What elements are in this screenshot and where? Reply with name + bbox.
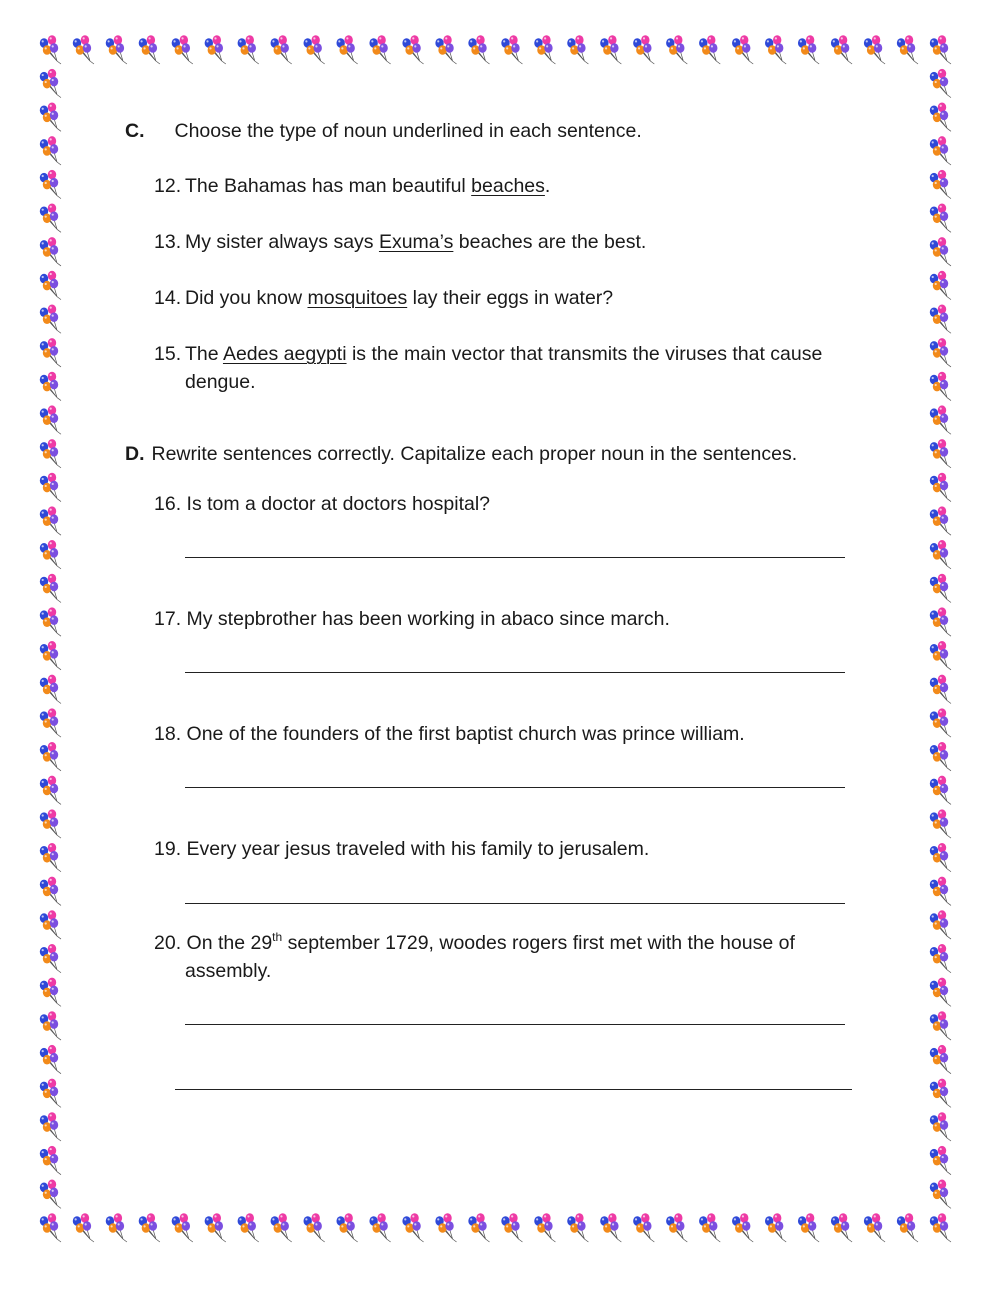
balloon-bunch-icon	[666, 1213, 687, 1242]
question-12	[154, 173, 550, 199]
section-c-label: C.	[125, 120, 145, 142]
question-16: 16. Is tom a doctor at doctors hospital?	[154, 493, 491, 515]
answer-line-17[interactable]	[185, 672, 845, 673]
balloon-bunch-icon	[435, 1213, 456, 1242]
question-19: 19. Every year jesus traveled with his family to jerusalem.	[154, 838, 650, 860]
balloon-bunch-icon	[40, 978, 61, 1007]
balloon-bunch-icon	[435, 35, 456, 64]
balloon-bunch-icon	[40, 271, 61, 300]
question-17: 17. My stepbrother has been working in abaco since march.	[154, 608, 670, 630]
question-text: My sister always says	[185, 231, 379, 253]
balloon-bunch-icon	[930, 809, 951, 838]
question-15-continuation: dengue.	[185, 371, 256, 393]
balloon-bunch-icon	[534, 1213, 555, 1242]
balloon-bunch-icon	[633, 1213, 654, 1242]
balloon-bunch-icon	[40, 203, 61, 232]
balloon-bunch-icon	[238, 1213, 259, 1242]
balloon-bunch-icon	[402, 35, 423, 64]
balloon-bunch-icon	[40, 809, 61, 838]
balloon-bunch-icon	[40, 1045, 61, 1074]
underlined-noun: beaches	[471, 175, 545, 197]
balloon-bunch-icon	[40, 776, 61, 805]
balloon-bunch-icon	[765, 1213, 786, 1242]
question-20-continuation: assembly.	[185, 960, 272, 982]
balloon-bunch-icon	[40, 1011, 61, 1040]
balloon-bunch-icon	[567, 35, 588, 64]
question-number: 14.	[154, 287, 182, 309]
balloon-bunch-icon	[765, 35, 786, 64]
balloon-bunch-icon	[369, 35, 390, 64]
balloon-bunch-icon	[930, 1112, 951, 1141]
balloon-bunch-icon	[40, 540, 61, 569]
balloon-bunch-icon	[172, 35, 193, 64]
balloon-bunch-icon	[402, 1213, 423, 1242]
balloon-bunch-icon	[831, 1213, 852, 1242]
balloon-bunch-icon	[40, 1146, 61, 1175]
section-d-header	[125, 441, 797, 467]
section-d-label: D.	[125, 443, 145, 465]
balloon-bunch-icon	[40, 473, 61, 502]
balloon-bunch-icon	[534, 35, 555, 64]
question-number: 12.	[154, 175, 182, 197]
balloon-bunch-icon	[40, 675, 61, 704]
balloon-bunch-icon	[40, 69, 61, 98]
balloon-bunch-icon	[930, 304, 951, 333]
balloon-bunch-icon	[930, 944, 951, 973]
balloon-bunch-icon	[732, 1213, 753, 1242]
balloon-bunch-icon	[40, 1180, 61, 1209]
balloon-bunch-icon	[271, 35, 292, 64]
balloon-bunch-icon	[172, 1213, 193, 1242]
question-text: The	[185, 343, 223, 365]
question-text: Did you know	[185, 287, 308, 309]
balloon-bunch-icon	[930, 203, 951, 232]
balloon-bunch-icon	[501, 35, 522, 64]
balloon-bunch-icon	[40, 910, 61, 939]
balloon-bunch-icon	[304, 35, 325, 64]
balloon-bunch-icon	[106, 35, 127, 64]
balloon-bunch-icon	[40, 1213, 61, 1242]
question-13	[154, 229, 646, 255]
balloon-bunch-icon	[40, 877, 61, 906]
balloon-bunch-icon	[40, 1079, 61, 1108]
balloon-bunch-icon	[567, 1213, 588, 1242]
balloon-bunch-icon	[139, 35, 160, 64]
balloon-bunch-icon	[73, 35, 94, 64]
answer-line-20b[interactable]	[175, 1089, 852, 1090]
balloon-bunch-icon	[40, 708, 61, 737]
balloon-bunch-icon	[930, 1011, 951, 1040]
answer-line-19[interactable]	[185, 903, 845, 904]
question-text: 20. On the 29	[154, 932, 273, 954]
balloon-bunch-icon	[930, 35, 951, 64]
question-20	[154, 930, 795, 956]
balloon-bunch-icon	[40, 506, 61, 535]
underlined-noun: Aedes aegypti	[222, 343, 347, 365]
balloon-bunch-icon	[40, 237, 61, 266]
balloon-bunch-icon	[205, 1213, 226, 1242]
balloon-bunch-icon	[304, 1213, 325, 1242]
balloon-bunch-icon	[930, 1213, 951, 1242]
balloon-bunch-icon	[798, 35, 819, 64]
section-c-instruction: Choose the type of noun underlined in each sentence.	[174, 120, 642, 142]
balloon-bunch-icon	[40, 1112, 61, 1141]
question-14	[154, 285, 613, 311]
question-number: 15.	[154, 343, 182, 365]
balloon-bunch-icon	[930, 843, 951, 872]
underlined-noun: Exuma’s	[378, 231, 454, 253]
balloon-bunch-icon	[40, 641, 61, 670]
balloon-bunch-icon	[930, 271, 951, 300]
balloon-bunch-icon	[501, 1213, 522, 1242]
balloon-bunch-icon	[930, 877, 951, 906]
balloon-bunch-icon	[40, 35, 61, 64]
balloon-bunch-icon	[930, 776, 951, 805]
balloon-bunch-icon	[930, 405, 951, 434]
balloon-bunch-icon	[930, 506, 951, 535]
answer-line-16[interactable]	[185, 557, 845, 558]
balloon-bunch-icon	[40, 944, 61, 973]
balloon-bunch-icon	[930, 103, 951, 132]
balloon-bunch-icon	[831, 35, 852, 64]
balloon-bunch-icon	[930, 338, 951, 367]
balloon-bunch-icon	[897, 35, 918, 64]
balloon-bunch-icon	[930, 641, 951, 670]
underlined-noun: mosquitoes	[307, 287, 408, 309]
balloon-bunch-icon	[930, 675, 951, 704]
balloon-bunch-icon	[930, 1146, 951, 1175]
balloon-bunch-icon	[40, 372, 61, 401]
balloon-bunch-icon	[40, 304, 61, 333]
balloon-bunch-icon	[798, 1213, 819, 1242]
balloon-bunch-icon	[139, 1213, 160, 1242]
balloon-bunch-icon	[864, 35, 885, 64]
ordinal-suffix: th	[272, 929, 283, 944]
answer-line-18[interactable]	[185, 787, 845, 788]
balloon-bunch-icon	[732, 35, 753, 64]
question-text: september 1729, woodes rogers first met with the house of	[282, 932, 795, 954]
balloon-bunch-icon	[468, 35, 489, 64]
balloon-bunch-icon	[930, 1180, 951, 1209]
balloon-bunch-icon	[336, 35, 357, 64]
balloon-bunch-icon	[40, 574, 61, 603]
question-15	[154, 341, 822, 367]
answer-line-20a[interactable]	[185, 1024, 845, 1025]
question-18: 18. One of the founders of the first baptist church was prince william.	[154, 723, 745, 745]
balloon-bunch-icon	[271, 1213, 292, 1242]
balloon-bunch-icon	[930, 574, 951, 603]
question-text: beaches are the best.	[453, 231, 647, 253]
balloon-bunch-icon	[205, 35, 226, 64]
balloon-bunch-icon	[930, 473, 951, 502]
balloon-bunch-icon	[40, 338, 61, 367]
balloon-bunch-icon	[930, 136, 951, 165]
balloon-bunch-icon	[40, 439, 61, 468]
balloon-bunch-icon	[40, 742, 61, 771]
question-text: lay their eggs in water?	[407, 287, 614, 309]
balloon-bunch-icon	[699, 35, 720, 64]
balloon-bunch-icon	[930, 69, 951, 98]
balloon-bunch-icon	[930, 170, 951, 199]
balloon-bunch-icon	[930, 1079, 951, 1108]
question-text: .	[544, 175, 551, 197]
question-number: 13.	[154, 231, 182, 253]
balloon-bunch-icon	[930, 708, 951, 737]
question-text: is the main vector that transmits the viruses that cause	[346, 343, 823, 365]
balloon-bunch-icon	[930, 237, 951, 266]
balloon-bunch-icon	[40, 103, 61, 132]
balloon-bunch-icon	[40, 843, 61, 872]
balloon-bunch-icon	[897, 1213, 918, 1242]
balloon-bunch-icon	[238, 35, 259, 64]
balloon-bunch-icon	[40, 170, 61, 199]
balloon-bunch-icon	[864, 1213, 885, 1242]
balloon-bunch-icon	[699, 1213, 720, 1242]
question-text: The Bahamas has man beautiful	[185, 175, 472, 197]
balloon-bunch-icon	[600, 35, 621, 64]
section-c-header	[125, 118, 642, 144]
balloon-bunch-icon	[40, 607, 61, 636]
balloon-bunch-icon	[930, 742, 951, 771]
balloon-bunch-icon	[930, 372, 951, 401]
balloon-bunch-icon	[930, 607, 951, 636]
balloon-bunch-icon	[930, 439, 951, 468]
balloon-bunch-icon	[106, 1213, 127, 1242]
balloon-bunch-icon	[633, 35, 654, 64]
section-d-instruction: Rewrite sentences correctly. Capitalize each proper noun in the sentences.	[151, 443, 798, 465]
balloon-bunch-icon	[40, 136, 61, 165]
balloon-bunch-icon	[600, 1213, 621, 1242]
balloon-bunch-icon	[930, 910, 951, 939]
balloon-bunch-icon	[930, 1045, 951, 1074]
balloon-bunch-icon	[369, 1213, 390, 1242]
balloon-bunch-icon	[930, 540, 951, 569]
balloon-bunch-icon	[468, 1213, 489, 1242]
balloon-bunch-icon	[666, 35, 687, 64]
balloon-bunch-icon	[73, 1213, 94, 1242]
balloon-bunch-icon	[930, 978, 951, 1007]
balloon-bunch-icon	[40, 405, 61, 434]
balloon-bunch-icon	[336, 1213, 357, 1242]
